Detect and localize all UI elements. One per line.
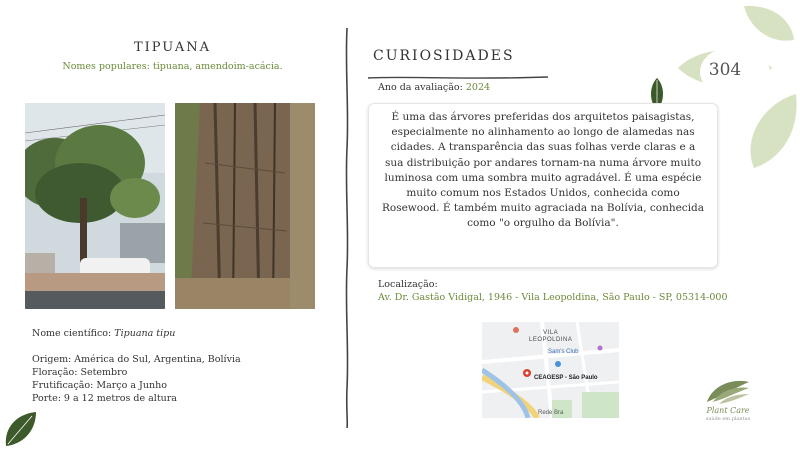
location-map[interactable] <box>482 322 619 418</box>
leaf-icon <box>2 408 38 448</box>
year-label: Ano da avaliação: <box>378 82 463 93</box>
title-underline <box>368 66 548 72</box>
popular-names: Nomes populares: tipuana, amendoim-acácia. <box>62 61 283 72</box>
divider <box>342 28 352 428</box>
scientific-name-value: Tipuana tipu <box>114 328 176 339</box>
location-label: Localização: <box>378 279 438 290</box>
map-pin-icon[interactable] <box>513 327 519 333</box>
map-place-2: CEAGESP - São Paulo <box>534 375 598 381</box>
shop-pin-icon[interactable] <box>555 361 561 367</box>
origin: Origem: América do Sul, Argentina, Bolívia <box>32 354 241 365</box>
plant-facts <box>32 327 241 405</box>
map-district: VILA LEOPOLDINA <box>529 330 573 343</box>
scientific-name-row <box>32 327 241 340</box>
plant-care-logo-icon <box>705 378 751 406</box>
photo-bark <box>175 103 315 309</box>
scientific-name-label: Nome científico: <box>32 328 112 339</box>
logo-tagline: saúde em plantas <box>705 416 751 422</box>
logo-name: Plant Care <box>706 406 750 415</box>
evaluation-year <box>378 82 490 93</box>
year-value: 2024 <box>465 82 491 93</box>
flowering: Floração: Setembro <box>32 367 128 378</box>
fruiting: Frutificação: Março a Junho <box>32 380 167 391</box>
photo-street-tree <box>25 103 165 309</box>
location-address: Av. Dr. Gastão Vidigal, 1946 - Vila Leopoldina, São Paulo - SP, 05314-000 <box>378 292 728 303</box>
map-place-1: Sam's Club <box>548 349 579 355</box>
size: Porte: 9 a 12 metros de altura <box>32 393 177 404</box>
curiosities-title: CURIOSIDADES <box>373 48 515 64</box>
map-place-3: Rede Bra <box>538 410 564 416</box>
curiosities-card <box>368 103 718 268</box>
curiosities-text: É uma das árvores preferidas dos arquitetos paisagistas, especialmente no alinhamento ao longo de alamedas nas cidades. A transparência das suas folhas verde claras e a sua distribuição por andares tornam-na numa árvore muito luminosa com uma sombra muito agradável. É uma espécie muito comum nos Estados Unidos, conhecida como Rosewood. É também muito agraciada na Bolívia, conhecida como "o orgulho da Bolívia". <box>381 111 705 230</box>
plant-title: TIPUANA <box>133 40 212 55</box>
badge-number: 304 <box>708 60 742 80</box>
